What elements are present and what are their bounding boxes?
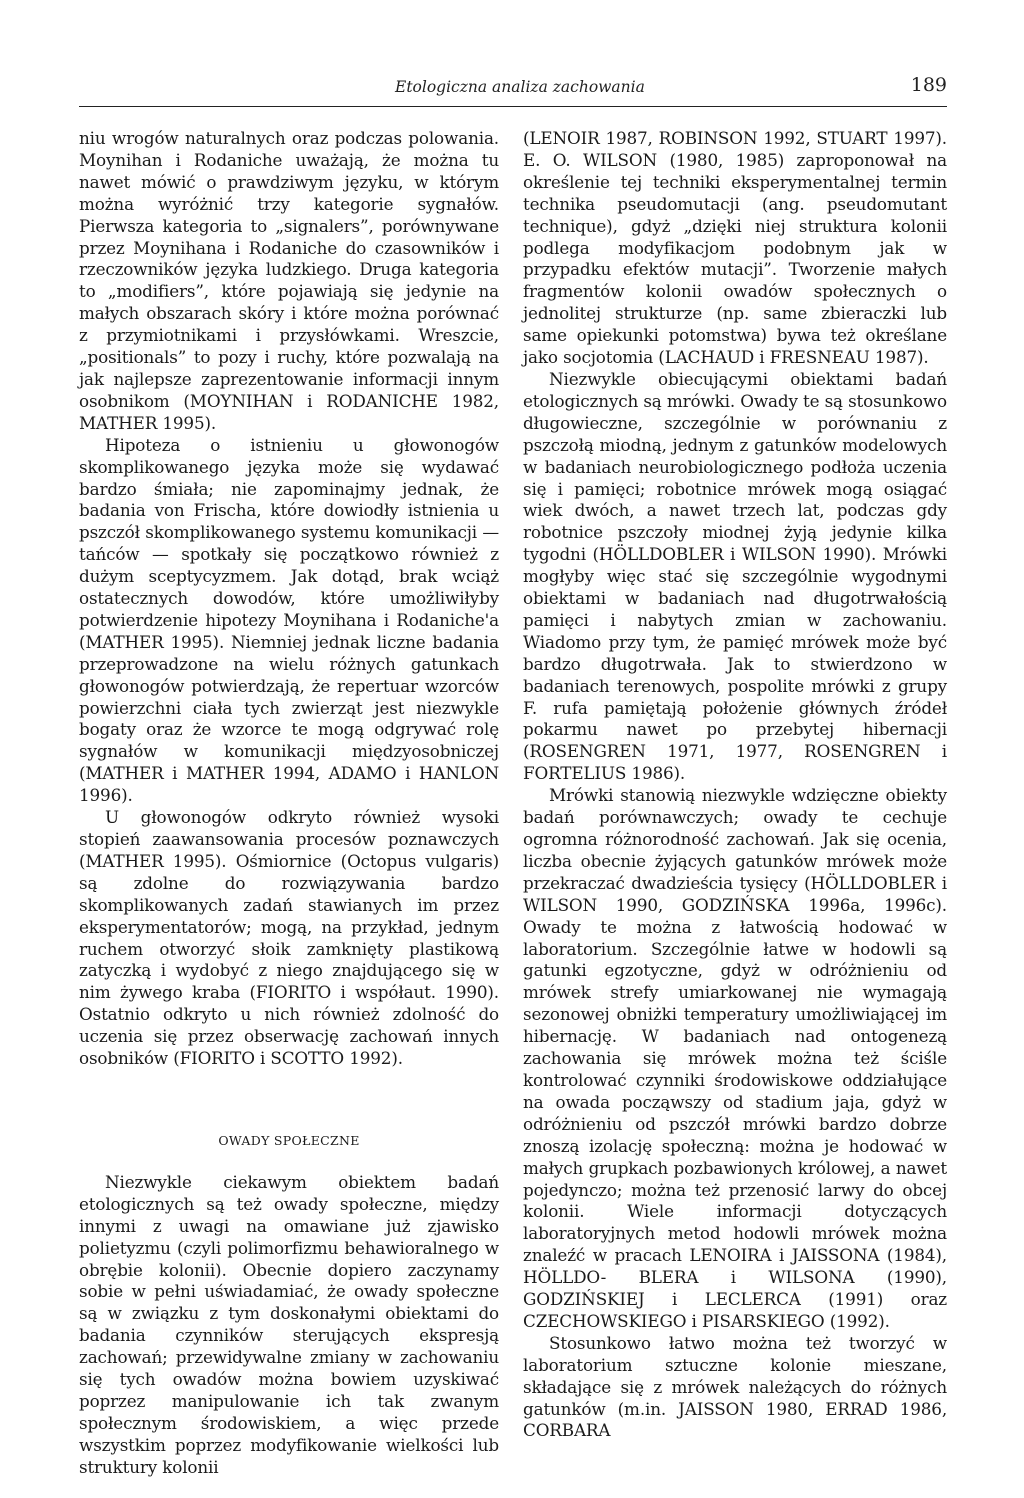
paragraph: Hipoteza o istnieniu u głowonogów skomplikowanego języka może się wydawać bardzo śmiała; nie zapominajmy jednak, że badania von Frischa, które dowiodły istnienia u pszczół skomplikowanego systemu komunikacji — tańców — spotkały się początkowo również z dużym sceptycyzmem. Jak dotąd, brak wciąż ostatecznych dowodów, które umożliwiłyby potwierdzenie hipotezy Moynihana i Rodaniche'a (MATHER 1995). Niemniej jednak liczne badania przeprowadzone na wielu różnych gatunkach głowonogów potwierdzają, że repertuar wzorców powierzchni ciała tych zwierząt jest niezwykle bogaty oraz że wzorce te mogą odgrywać rolę sygnałów w komunikacji międzyosobniczej (MATHER i MATHER 1994, ADAMO i HANLON 1996). bbox=[79, 434, 499, 806]
paragraph: Niezwykle ciekawym obiektem badań etologicznych są też owady społeczne, między innymi z uwagi na omawiane już zjawisko polietyzmu (czyli polimorfizmu behawioralnego w obrębie kolonii). Obecnie dopiero zaczynamy sobie w pełni uświadamiać, że owady społeczne są w związku z tym doskonałymi obiektami do badania czynników sterujących ekspresją zachowań; przewidywalne zmiany w zachowaniu się tych owadów można bowiem uzyskiwać poprzez manipulowanie ich tak zwanym społecznym środowiskiem, a więc przede wszystkim poprzez modyfikowanie wielkości lub struktury kolonii bbox=[79, 1171, 499, 1477]
section-heading: OWADY SPOŁECZNE bbox=[218, 1132, 360, 1148]
paragraph: U głowonogów odkryto również wysoki stopień zaawansowania procesów poznawczych (MATHER 1995). Ośmiornice (Octopus vulgaris) są zdolne do rozwiązywania bardzo skomplikowanych zadań stawianych im przez eksperymentatorów; mogą, na przykład, jednym ruchem otworzyć słoik zamknięty plastikową zatyczką i wydobyć z niego znajdującego się w nim żywego kraba (FIORITO i współaut. 1990). Ostatnio odkryto u nich również zdolność do uczenia się przez obserwację zachowań innych osobników (FIORITO i SCOTTO 1992). bbox=[79, 807, 499, 1069]
paragraph: Stosunkowo łatwo można też tworzyć w laboratorium sztuczne kolonie mieszane, składające się z mrówek należących do różnych gatunków (m.in. JAISSON 1980, ERRAD 1986, CORBARA bbox=[523, 1332, 947, 1441]
page-number: 189 bbox=[910, 74, 947, 96]
running-header bbox=[79, 72, 947, 107]
running-title: Etologiczna analiza zachowania bbox=[395, 78, 645, 96]
paragraph: niu wrogów naturalnych oraz podczas polowania. Moynihan i Rodaniche uważają, że można tu nawet mówić o prawdziwym języku, w którym można wyróżnić trzy kategorie sygnałów. Pierwsza kategoria to „signalers”, porównywane przez Moynihana i Rodaniche do czasowników i rzeczowników języka ludzkiego. Druga kategoria to „modifiers”, które pojawiają się jedynie na małych obszarach skóry i które można porównać z przymiotnikami i przysłówkami. Wreszcie, „positionals” to pozy i ruchy, które pozwalają na jak najlepsze zaprezentowanie informacji innym osobnikom (MOYNIHAN i RODANICHE 1982, MATHER 1995). bbox=[79, 128, 499, 433]
paragraph: (LENOIR 1987, ROBINSON 1992, STUART 1997). E. O. WILSON (1980, 1985) zaproponował na określenie tej techniki eksperymentalnej termin technika pseudomutacji (ang. pseudomutant technique), gdyż „dzięki niej struktura kolonii podlega modyfikacjom podobnym jak w przypadku efektów mutacji”. Tworzenie małych fragmentów kolonii owadów społecznych o jednolitej strukturze (np. same zbieraczki lub same opiekunki potomstwa) bywa też określane jako socjotomia (LACHAUD i FRESNEAU 1987). bbox=[523, 128, 947, 368]
paragraph: Niezwykle obiecującymi obiektami badań etologicznych są mrówki. Owady te są stosunkowo długowieczne, szczególnie w porównaniu z pszczołą miodną, jednym z gatunków modelowych w badaniach neurobiologicznego podłoża uczenia się i pamięci; robotnice mrówek mogą osiągać wiek dwóch, a nawet trzech lat, podczas gdy robotnice pszczoły miodnej żyją jedynie kilka tygodni (HÖLLDOBLER i WILSON 1990). Mrówki mogłyby więc stać się szczególnie wygodnymi obiektami w badaniach nad długotrwałością pamięci i nabytych zmian w zachowaniu. Wiadomo przy tym, że pamięć mrówek może być bardzo długotrwała. Jak to stwierdzono w badaniach terenowych, pospolite mrówki z grupy F. rufa pamiętają położenie głównych źródeł pokarmu nawet po przebytej hibernacji (ROSENGREN 1971, 1977, ROSENGREN i FORTELIUS 1986). bbox=[523, 368, 948, 784]
paragraph: Mrówki stanowią niezwykle wdzięczne obiekty badań porównawczych; owady te cechuje ogromna różnorodność zachowań. Jak się ocenia, liczba obecnie żyjących gatunków mrówek może przekraczać dwadzieścia tysięcy (HÖLLDOBLER i WILSON 1990, GODZIŃSKA 1996a, 1996c). Owady te można z łatwością hodować w laboratorium. Szczególnie łatwe w hodowli są gatunki egzotyczne, gdyż w odróżnieniu od mrówek strefy umiarkowanej nie wymagają sezonowej obniżki temperatury umożliwiającej im hibernację. W badaniach nad ontogenezą zachowania się mrówek można też ściśle kontrolować czynniki środowiskowe oddziałujące na owada począwszy od stadium jaja, gdyż w odróżnieniu od pszczół mrówki bardzo dobrze znoszą izolację społeczną: można je hodować w małych grupkach pozbawionych królowej, a nawet pojedynczo; można też przenosić larwy do obcej kolonii. Wiele informacji dotyczących laboratoryjnych metod hodowli mrówek można znaleźć w pracach LENOIRA i JAISSONA (1984), HÖLLDO- BLERA i WILSONA (1990), GODZIŃSKIEJ i LECLERCA (1991) oraz CZECHOWSKIEGO i PISARSKIEGO (1992). bbox=[523, 785, 947, 1331]
left-column bbox=[79, 128, 499, 1479]
right-column bbox=[523, 128, 947, 1442]
